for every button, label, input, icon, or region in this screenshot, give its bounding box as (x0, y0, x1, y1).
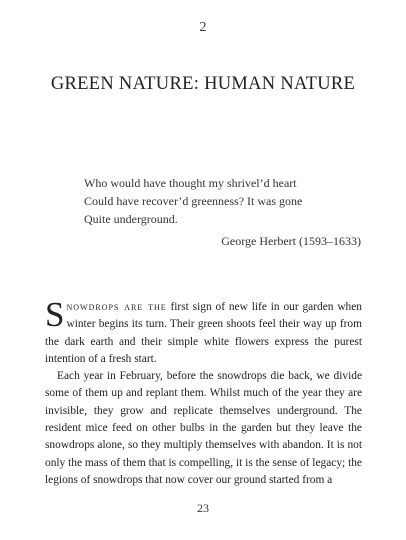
chapter-title: GREEN NATURE: HUMAN NATURE (50, 74, 356, 94)
epigraph-line-1: Who would have thought my shrivel’d heart (84, 176, 297, 190)
small-caps-lead: nowdrops are the (66, 301, 167, 313)
paragraph-1 (45, 295, 362, 368)
paragraph-2: Each year in February, before the snowdrops die back, we divide some of them up and replant them. Whilst much of the year they are invisible, they grow and replicate themselves underground. The resident mice feed on other bulbs in the garden but they leave the snowdrops alone, so they multiply themselves with abandon. It is not only the mass of them that is compelling, it is the sense of legacy; the legions of snowdrops that now cover our ground started from a (45, 370, 362, 486)
epigraph-line-2: Could have recover’d greenness? It was gone (84, 194, 303, 208)
epigraph (84, 174, 374, 228)
page-number: 23 (197, 501, 209, 515)
body-text (45, 295, 362, 489)
epigraph-line-3: Quite underground. (84, 212, 178, 226)
paragraph-1-text: first sign of new life in our garden when winter begins its turn. Their green shoots feel their way up from the dark earth and their simple white flowers express the purest intention of a fresh start. (45, 301, 362, 365)
epigraph-attribution: George Herbert (1593–1633) (221, 234, 361, 248)
drop-cap: S (45, 295, 65, 334)
chapter-number: 2 (199, 20, 207, 35)
